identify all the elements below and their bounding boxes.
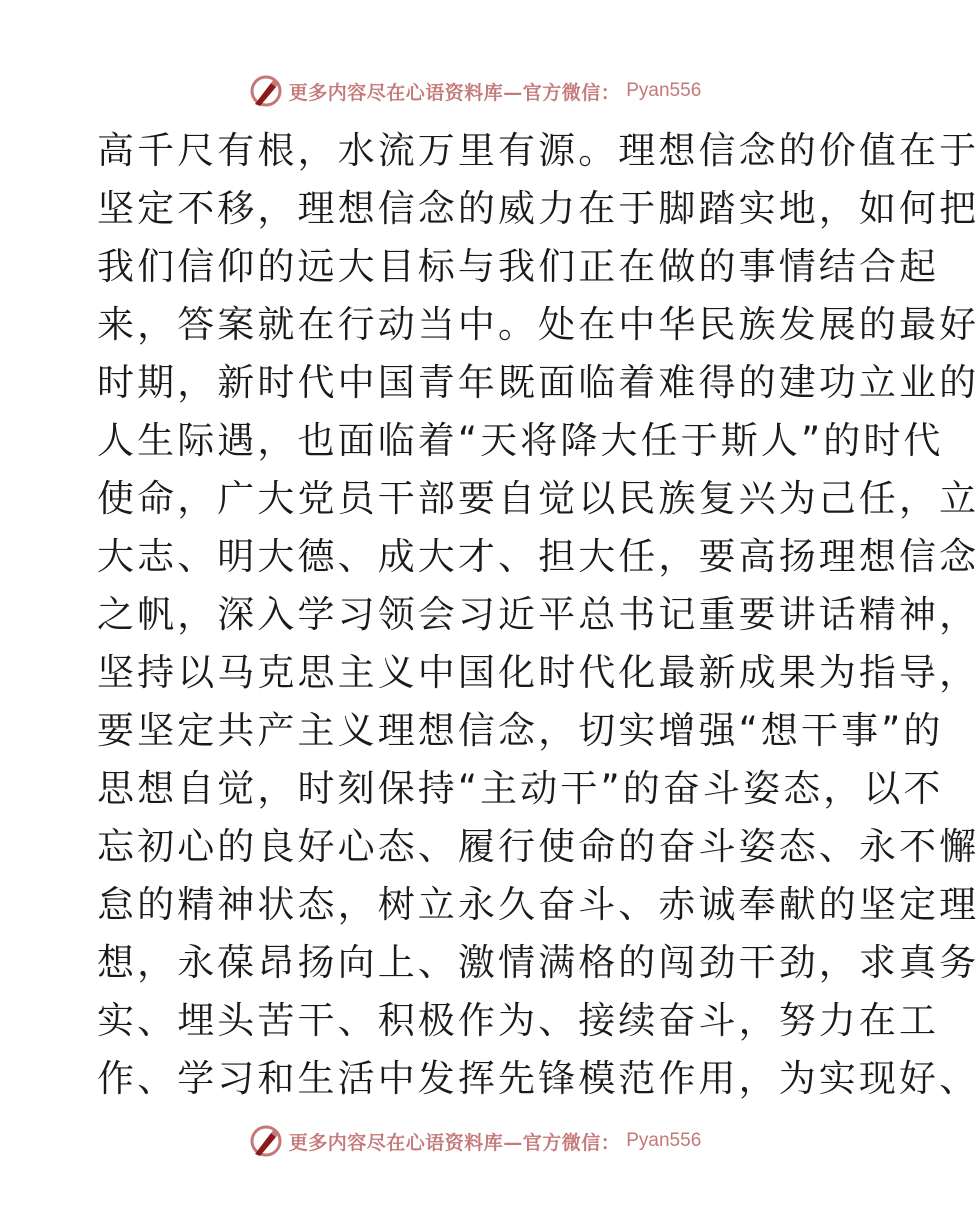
footer-banner [0,1121,950,1161]
body-text-line: 之帆，深入学习领会习近平总书记重要讲话精神， [97,593,979,636]
pen-circle-logo-icon [249,1124,283,1158]
body-text-line: 我们信仰的远大目标与我们正在做的事情结合起 [97,245,940,288]
header-banner-wechat-id: Pyan556 [626,80,702,101]
body-text-line: 高千尺有根，水流万里有源。理想信念的价值在于 [97,129,979,172]
body-text [97,122,979,1108]
body-text-line: 实、埋头苦干、积极作为、接续奋斗，努力在工 [97,999,940,1042]
footer-banner-text: 更多内容尽在心语资料库—官方微信： [288,1131,621,1154]
body-text-line: 人生际遇，也面临着“天将降大任于斯人”的时代 [97,419,944,462]
pen-circle-logo-icon [249,74,283,108]
body-text-line: 时期，新时代中国青年既面临着难得的建功立业的 [97,361,979,404]
body-text-line: 坚持以马克思主义中国化时代化最新成果为指导， [97,651,979,694]
body-text-line: 要坚定共产主义理想信念，切实增强“想干事”的 [97,709,944,752]
footer-banner-wechat-id: Pyan556 [626,1130,702,1151]
body-text-line: 使命，广大党员干部要自觉以民族复兴为己任，立 [97,477,979,520]
body-text-line: 忘初心的良好心态、履行使命的奋斗姿态、永不懈 [97,825,979,868]
body-text-line: 想，永葆昂扬向上、激情满格的闯劲干劲，求真务 [97,941,979,984]
body-text-line: 思想自觉，时刻保持“主动干”的奋斗姿态，以不 [97,767,944,810]
body-text-line: 怠的精神状态，树立永久奋斗、赤诚奉献的坚定理 [97,883,979,926]
body-text-line: 大志、明大德、成大才、担大任，要高扬理想信念 [97,535,979,578]
body-text-line: 来，答案就在行动当中。处在中华民族发展的最好 [97,303,979,346]
header-banner-text: 更多内容尽在心语资料库—官方微信： [288,81,621,104]
body-text-line: 坚定不移，理想信念的威力在于脚踏实地，如何把 [97,187,979,230]
header-banner [0,71,950,111]
body-text-line: 作、学习和生活中发挥先锋模范作用，为实现好、 [97,1057,979,1100]
